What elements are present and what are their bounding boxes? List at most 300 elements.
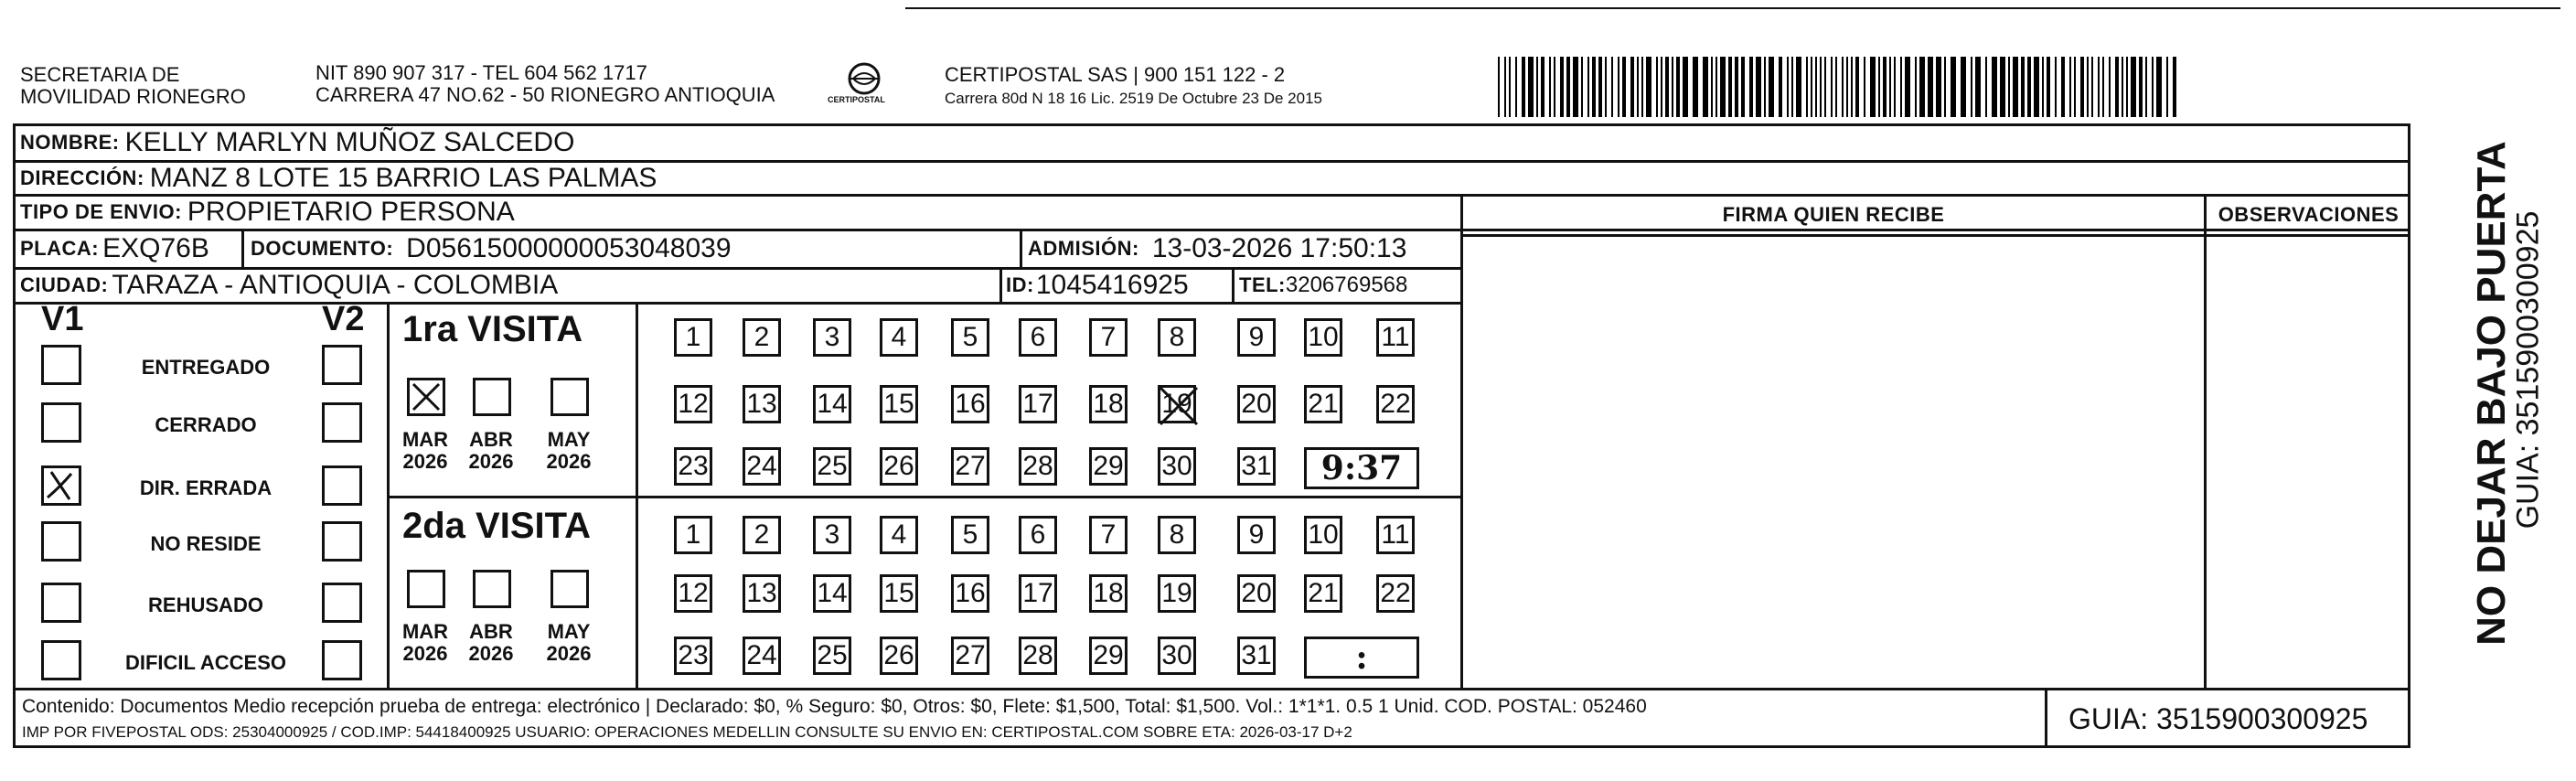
barcode <box>1498 57 2186 117</box>
month-label: MAY <box>547 620 591 643</box>
direccion-label: DIRECCIÓN: <box>20 166 144 189</box>
barcode-bar <box>1915 57 1917 117</box>
year-label: 2026 <box>402 642 448 665</box>
day-checkbox[interactable] <box>880 447 918 486</box>
id-label: ID: <box>1006 273 1034 296</box>
barcode-bar <box>1515 57 1517 117</box>
day-number: 28 <box>1022 451 1053 481</box>
day-number: 29 <box>1093 640 1124 670</box>
day-checkbox[interactable] <box>813 318 851 357</box>
time-field[interactable] <box>1304 637 1419 679</box>
tel-label: TEL: <box>1239 273 1286 296</box>
day-checkbox[interactable] <box>743 318 781 357</box>
day-number: 8 <box>1169 322 1185 352</box>
logo-text: CERTIPOSTAL <box>828 95 885 104</box>
v2-checkbox[interactable] <box>322 345 362 385</box>
ciudad-label: CIUDAD: <box>20 273 109 296</box>
day-number: 26 <box>883 640 914 670</box>
barcode-bar <box>1566 57 1570 117</box>
tipo-label: TIPO DE ENVIO: <box>20 200 182 223</box>
barcode-bar <box>1894 57 1896 117</box>
v2-label: V2 <box>322 300 365 338</box>
certipostal-logo <box>828 60 908 106</box>
day-checkbox[interactable] <box>813 574 851 613</box>
second-visit-title: 2da VISITA <box>402 506 591 546</box>
vrule-id <box>999 267 1002 302</box>
rule-footer <box>13 688 2410 690</box>
nombre-label: NOMBRE: <box>20 131 120 154</box>
day-checkbox[interactable] <box>1019 574 1057 613</box>
year-label: 2026 <box>546 642 592 665</box>
barcode-bar <box>1693 57 1698 117</box>
barcode-bar <box>1656 57 1658 117</box>
barcode-bar <box>1992 57 1997 117</box>
barcode-bar <box>1509 57 1511 117</box>
day-number: 9 <box>1248 519 1265 550</box>
barcode-bar <box>1587 57 1589 117</box>
vrule-guia-footer <box>2045 688 2047 748</box>
barcode-bar <box>1756 57 1761 117</box>
day-number: 18 <box>1093 389 1124 419</box>
tel-cell <box>1239 269 1407 302</box>
day-number: 20 <box>1241 578 1272 608</box>
courier-line: CERTIPOSTAL SAS | 900 151 122 - 2 <box>945 63 1286 86</box>
rule-5 <box>13 302 1460 305</box>
day-checkbox[interactable] <box>1019 318 1057 357</box>
tipo-value: PROPIETARIO PERSONA <box>187 197 515 227</box>
day-checkbox[interactable] <box>1089 385 1128 423</box>
day-checkbox[interactable] <box>951 318 989 357</box>
firma-label: FIRMA QUIEN RECIBE <box>1722 203 1945 226</box>
v1-label: V1 <box>41 300 84 338</box>
day-number: 9 <box>1248 322 1265 352</box>
id-value: 1045416925 <box>1035 270 1189 300</box>
barcode-bar <box>2145 57 2147 117</box>
day-checkbox[interactable] <box>674 447 712 486</box>
status-label: NO RESIDE <box>150 532 262 555</box>
day-checkbox[interactable] <box>1019 637 1057 675</box>
barcode-bar <box>1951 57 1956 117</box>
admision-label: ADMISIÓN: <box>1028 237 1139 260</box>
day-number: 16 <box>955 389 986 419</box>
barcode-bar <box>1741 57 1745 117</box>
day-checkbox[interactable] <box>813 447 851 486</box>
day-checkbox[interactable] <box>951 574 989 613</box>
barcode-bar <box>2069 57 2071 117</box>
day-checkbox[interactable] <box>1304 385 1342 423</box>
barcode-bar <box>1864 57 1865 117</box>
side-guia: GUIA: 3515900300925 <box>2510 210 2546 530</box>
top-border-line <box>905 7 2560 9</box>
day-checkbox[interactable] <box>1089 318 1128 357</box>
barcode-bar <box>1796 57 1801 117</box>
status-label: CERRADO <box>155 413 257 436</box>
day-number: 2 <box>754 519 770 550</box>
day-number: 15 <box>883 389 914 419</box>
day-number: 8 <box>1169 519 1185 550</box>
day-number: 21 <box>1308 578 1339 608</box>
vrule-tel <box>1232 267 1235 302</box>
barcode-bar <box>1498 57 1500 117</box>
day-checkbox[interactable] <box>1376 318 1415 357</box>
day-checkbox[interactable] <box>1237 637 1276 675</box>
barcode-bar <box>1749 57 1753 117</box>
status-label: REHUSADO <box>148 594 263 616</box>
barcode-bar <box>1716 57 1717 117</box>
day-checkbox[interactable] <box>1089 447 1128 486</box>
barcode-bar <box>1975 57 1981 117</box>
month-checkbox[interactable] <box>407 570 445 608</box>
day-number: 6 <box>1030 519 1046 550</box>
day-checkbox[interactable] <box>1376 385 1415 423</box>
day-number: 14 <box>817 389 848 419</box>
side-text <box>2432 141 2546 663</box>
day-number: 17 <box>1022 578 1053 608</box>
barcode-bar <box>2091 57 2093 117</box>
barcode-bar <box>1787 57 1789 117</box>
day-checkbox[interactable] <box>1089 637 1128 675</box>
day-number: 20 <box>1241 389 1272 419</box>
day-checkbox[interactable] <box>674 318 712 357</box>
month-checkbox[interactable] <box>550 570 589 608</box>
observaciones-header <box>2207 196 2410 234</box>
barcode-bar <box>1641 57 1643 117</box>
barcode-bar <box>1549 57 1551 117</box>
barcode-bar <box>1560 57 1564 117</box>
barcode-bar <box>2013 57 2018 117</box>
day-checkbox[interactable] <box>1019 385 1057 423</box>
v2-checkbox[interactable] <box>322 465 362 506</box>
barcode-bar <box>1598 57 1602 117</box>
day-number: 10 <box>1308 519 1339 550</box>
day-checkbox[interactable] <box>880 318 918 357</box>
day-checkbox[interactable] <box>880 637 918 675</box>
month-checkbox[interactable] <box>473 378 511 416</box>
barcode-bar <box>1672 57 1673 117</box>
v1-checkbox[interactable] <box>41 345 81 385</box>
time-value: 9:37 <box>1320 449 1403 487</box>
v1-checkbox[interactable] <box>41 402 81 443</box>
barcode-bar <box>2152 57 2154 117</box>
handwritten-x-mark <box>1157 384 1201 428</box>
barcode-bar <box>2109 57 2111 117</box>
barcode-bar <box>1855 57 1859 117</box>
day-checkbox[interactable] <box>743 574 781 613</box>
barcode-bar <box>1581 57 1583 117</box>
day-number: 24 <box>746 640 777 670</box>
barcode-bar <box>1536 57 1538 117</box>
barcode-bar <box>2074 57 2076 117</box>
day-checkbox[interactable] <box>1237 318 1276 357</box>
org-contact <box>315 62 775 106</box>
day-checkbox[interactable] <box>951 516 989 554</box>
vrule-placa <box>241 229 244 267</box>
barcode-bar <box>1592 57 1596 117</box>
barcode-bar <box>1944 57 1946 117</box>
day-number: 3 <box>824 322 840 352</box>
footer-imp: IMP POR FIVEPOSTAL ODS: 25304000925 / COD.IMP: 54418400925 USUARIO: OPERACIONES MEDELLIN CONSULTE SU ENVIO EN: CERTIPOSTAL.COM SOBRE ETA: 2026-03-17 D+2 <box>22 723 1352 741</box>
footer-guia: GUIA: 3515900300925 <box>2068 702 2368 735</box>
v1-checkbox[interactable] <box>41 465 81 506</box>
day-number: 31 <box>1241 640 1272 670</box>
barcode-bar <box>1820 57 1822 117</box>
direccion-row <box>20 162 657 194</box>
day-checkbox[interactable] <box>743 385 781 423</box>
barcode-bar <box>2008 57 2010 117</box>
barcode-bar <box>2061 57 2065 117</box>
barcode-bar <box>2055 57 2057 117</box>
v2-checkbox[interactable] <box>322 521 362 562</box>
barcode-bar <box>1683 57 1688 117</box>
day-checkbox[interactable] <box>1376 574 1415 613</box>
day-number: 19 <box>1161 578 1192 608</box>
day-checkbox[interactable] <box>1304 318 1342 357</box>
handwritten-x-mark <box>44 468 79 503</box>
barcode-bar <box>1824 57 1826 117</box>
month-checkbox[interactable] <box>473 570 511 608</box>
barcode-bar <box>1711 57 1713 117</box>
day-number: 19 <box>1161 389 1192 419</box>
day-number: 31 <box>1241 451 1272 481</box>
placa-value: EXQ76B <box>102 233 209 263</box>
day-number: 12 <box>678 578 709 608</box>
barcode-bar <box>2139 57 2143 117</box>
status-label: ENTREGADO <box>141 356 271 379</box>
direccion-value: MANZ 8 LOTE 15 BARRIO LAS PALMAS <box>149 162 657 193</box>
day-checkbox[interactable] <box>1237 516 1276 554</box>
barcode-bar <box>1611 57 1613 117</box>
barcode-bar <box>1661 57 1662 117</box>
v2-checkbox[interactable] <box>322 583 362 623</box>
documento-cell <box>251 230 732 267</box>
barcode-bar <box>1646 57 1651 117</box>
month-label: MAR <box>401 620 449 643</box>
vrule-firma-left <box>1460 194 1463 688</box>
barcode-bar <box>2173 57 2176 117</box>
barcode-bar <box>2000 57 2005 117</box>
placa-label: PLACA: <box>20 237 100 260</box>
documento-value: D05615000000053048039 <box>406 233 732 263</box>
observaciones-label: OBSERVACIONES <box>2218 203 2400 226</box>
day-number: 4 <box>891 519 907 550</box>
day-checkbox[interactable] <box>813 385 851 423</box>
day-checkbox[interactable] <box>813 637 851 675</box>
month-label: MAY <box>547 428 591 451</box>
barcode-bar <box>1851 57 1853 117</box>
day-number: 25 <box>817 640 848 670</box>
day-checkbox[interactable] <box>674 516 712 554</box>
barcode-bar <box>1831 57 1833 117</box>
day-number: 13 <box>746 389 777 419</box>
day-checkbox[interactable] <box>1019 516 1057 554</box>
day-number: 25 <box>817 451 848 481</box>
day-number: 11 <box>1381 519 1410 550</box>
day-number: 2 <box>754 322 770 352</box>
day-checkbox[interactable] <box>1089 516 1128 554</box>
month-checkbox[interactable] <box>407 378 445 416</box>
month-checkbox[interactable] <box>550 378 589 416</box>
day-number: 7 <box>1100 519 1117 550</box>
barcode-bar <box>2027 57 2031 117</box>
nombre-row <box>20 125 574 160</box>
barcode-bar <box>1842 57 1844 117</box>
barcode-bar <box>2047 57 2050 117</box>
barcode-bar <box>1703 57 1708 117</box>
time-value: : <box>1355 638 1368 677</box>
day-checkbox[interactable] <box>674 574 712 613</box>
barcode-bar <box>1900 57 1902 117</box>
day-checkbox[interactable] <box>880 574 918 613</box>
day-number: 3 <box>824 519 840 550</box>
day-number: 30 <box>1161 451 1192 481</box>
barcode-bar <box>1720 57 1726 117</box>
vrule-observaciones <box>2204 194 2207 688</box>
year-label: 2026 <box>402 450 448 473</box>
day-checkbox[interactable] <box>1304 574 1342 613</box>
day-number: 14 <box>817 578 848 608</box>
month-label: ABR <box>469 428 513 451</box>
barcode-bar <box>2098 57 2100 117</box>
day-number: 10 <box>1308 322 1339 352</box>
status-label: DIFICIL ACCESO <box>124 651 286 674</box>
org-line-1: SECRETARIA DE <box>20 63 180 86</box>
day-checkbox[interactable] <box>674 637 712 675</box>
barcode-bar <box>1622 57 1626 117</box>
org-name <box>20 64 246 108</box>
day-number: 7 <box>1100 322 1117 352</box>
day-checkbox[interactable] <box>1376 516 1415 554</box>
day-checkbox[interactable] <box>743 516 781 554</box>
day-number: 24 <box>746 451 777 481</box>
barcode-bar <box>1889 57 1891 117</box>
barcode-bar <box>2042 57 2044 117</box>
day-checkbox[interactable] <box>880 385 918 423</box>
day-checkbox[interactable] <box>1237 574 1276 613</box>
footer-contenido: Contenido: Documentos Medio recepción prueba de entrega: electrónico | Declarado: $0, % Seguro: $0, Otros: $0, Flete: $1,500, Total: $1,500. Vol.: 1*1*1. 0.5 1 Unid. COD. POSTAL: 052460 <box>22 696 1647 717</box>
barcode-bar <box>1936 57 1941 117</box>
day-checkbox[interactable] <box>1158 385 1196 423</box>
day-number: 27 <box>955 640 986 670</box>
day-checkbox[interactable] <box>743 637 781 675</box>
barcode-bar <box>1811 57 1812 117</box>
day-number: 1 <box>685 322 701 352</box>
day-checkbox[interactable] <box>1237 385 1276 423</box>
day-checkbox[interactable] <box>1158 318 1196 357</box>
day-number: 27 <box>955 451 986 481</box>
admision-value: 13-03-2026 17:50:13 <box>1151 233 1407 263</box>
barcode-bar <box>2080 57 2084 117</box>
barcode-bar <box>1735 57 1738 117</box>
day-checkbox[interactable] <box>1158 637 1196 675</box>
tipo-row <box>20 196 515 229</box>
day-number: 11 <box>1381 322 1410 352</box>
barcode-bar <box>2156 57 2162 117</box>
barcode-bar <box>1504 57 1506 117</box>
ciudad-value: TARAZA - ANTIOQUIA - COLOMBIA <box>112 270 559 300</box>
tel-value: 3206769568 <box>1285 273 1408 297</box>
firma-header <box>1463 196 2204 234</box>
barcode-bar <box>2034 57 2039 117</box>
day-number: 28 <box>1022 640 1053 670</box>
day-checkbox[interactable] <box>1158 516 1196 554</box>
day-checkbox[interactable] <box>674 385 712 423</box>
day-number: 18 <box>1093 578 1124 608</box>
day-number: 16 <box>955 578 986 608</box>
v1-checkbox[interactable] <box>41 640 81 680</box>
day-number: 17 <box>1022 389 1053 419</box>
year-label: 2026 <box>468 642 514 665</box>
day-checkbox[interactable] <box>1019 447 1057 486</box>
day-checkbox[interactable] <box>951 385 989 423</box>
barcode-bar <box>1522 57 1525 117</box>
side-warning: NO DEJAR BAJO PUERTA <box>2469 141 2514 646</box>
day-number: 4 <box>891 322 907 352</box>
day-number: 12 <box>678 389 709 419</box>
month-label: MAR <box>401 428 449 451</box>
handwritten-x-mark <box>410 380 443 413</box>
v2-checkbox[interactable] <box>322 402 362 443</box>
barcode-bar <box>1806 57 1808 117</box>
barcode-bar <box>1764 57 1766 117</box>
day-checkbox[interactable] <box>1089 574 1128 613</box>
barcode-bar <box>1870 57 1876 117</box>
nit-line: NIT 890 907 317 - TEL 604 562 1717 <box>315 61 647 84</box>
barcode-bar <box>1815 57 1817 117</box>
v1-checkbox[interactable] <box>41 521 81 562</box>
barcode-bar <box>1528 57 1534 117</box>
courier-info <box>945 64 1322 108</box>
day-checkbox[interactable] <box>951 637 989 675</box>
day-checkbox[interactable] <box>1237 447 1276 486</box>
barcode-bar <box>1883 57 1887 117</box>
day-checkbox[interactable] <box>743 447 781 486</box>
barcode-bar <box>1779 57 1782 117</box>
day-number: 30 <box>1161 640 1192 670</box>
vrule-months <box>636 302 638 688</box>
day-checkbox[interactable] <box>1304 516 1342 554</box>
day-number: 5 <box>962 519 978 550</box>
day-number: 23 <box>678 640 709 670</box>
barcode-bar <box>2131 57 2136 117</box>
time-field[interactable] <box>1304 447 1419 489</box>
barcode-bar <box>2102 57 2104 117</box>
day-checkbox[interactable] <box>951 447 989 486</box>
barcode-bar <box>1573 57 1578 117</box>
day-checkbox[interactable] <box>880 516 918 554</box>
barcode-bar <box>1985 57 1987 117</box>
barcode-bar <box>2115 57 2119 117</box>
v2-checkbox[interactable] <box>322 640 362 680</box>
vrule-status <box>387 302 390 688</box>
barcode-bar <box>1554 57 1555 117</box>
barcode-bar <box>1541 57 1545 117</box>
day-number: 21 <box>1308 389 1339 419</box>
year-label: 2026 <box>468 450 514 473</box>
day-checkbox[interactable] <box>1158 574 1196 613</box>
day-number: 22 <box>1380 578 1411 608</box>
barcode-bar <box>1728 57 1732 117</box>
day-checkbox[interactable] <box>1158 447 1196 486</box>
barcode-bar <box>1791 57 1793 117</box>
barcode-bar <box>2122 57 2123 117</box>
barcode-bar <box>1665 57 1669 117</box>
day-number: 29 <box>1093 451 1124 481</box>
day-number: 5 <box>962 322 978 352</box>
id-cell <box>1006 269 1189 302</box>
v1-checkbox[interactable] <box>41 583 81 623</box>
barcode-bar <box>1971 57 1972 117</box>
day-checkbox[interactable] <box>813 516 851 554</box>
